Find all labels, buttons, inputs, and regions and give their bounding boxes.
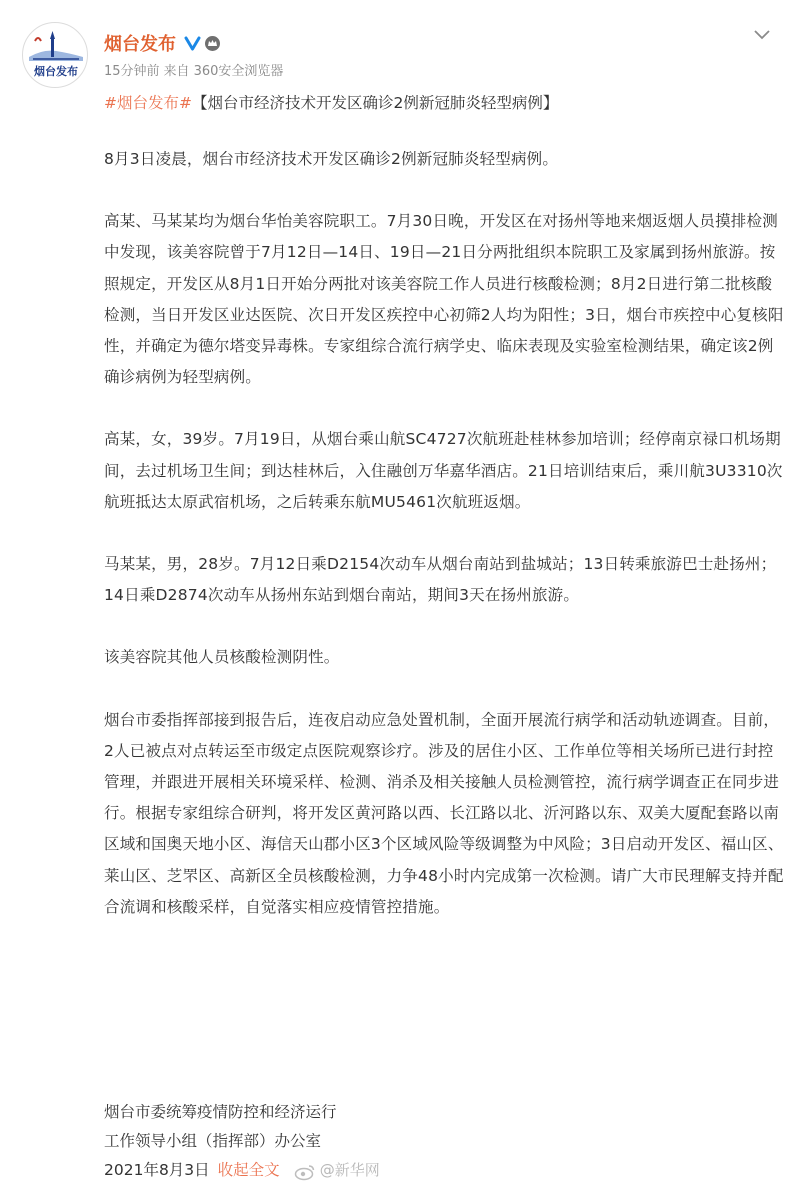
verified-badge-icon <box>184 35 201 52</box>
chevron-down-icon[interactable] <box>750 24 774 44</box>
avatar[interactable] <box>22 22 88 88</box>
post-title-line <box>104 92 784 114</box>
vip-crown-icon <box>204 35 221 52</box>
post-time[interactable]: 15分钟前 <box>104 64 160 79</box>
signature-line-1: 烟台市委统筹疫情防控和经济运行 <box>104 1103 337 1121</box>
avatar-caption: 烟台发布 <box>34 65 78 78</box>
collapse-text-link[interactable]: 收起全文 <box>217 1161 280 1179</box>
watermark-handle: @新华网 <box>319 1161 380 1179</box>
signature-line-2: 工作领导小组（指挥部）办公室 <box>104 1132 322 1150</box>
paragraph: 高某、马某某均为烟台华怡美容院职工。7月30日晚，开发区在对扬州等地来烟返烟人员摸排检测中发现，该美容院曾于7月12日—14日、19日—21日分两批组织本院职工及家属到扬州旅游。按照规定，开发区从8月1日开始分两批对该美容院工作人员进行核酸检测；8月2日进行第二批核酸检测，当日开发区业达医院、次日开发区疾控中心初筛2人均为阳性；3日，烟台市疾控中心复核阳性，并确定为德尔塔变异毒株。专家组综合流行病学史、临床表现及实验室检测结果，确定该2例确诊病例为轻型病例。 <box>104 212 784 387</box>
date-row <box>104 1156 784 1185</box>
post-title: 【烟台市经济技术开发区确诊2例新冠肺炎轻型病例】 <box>191 94 559 112</box>
paragraph: 该美容院其他人员核酸检测阴性。 <box>104 648 340 667</box>
paragraph: 高某，女，39岁。7月19日，从烟台乘山航SC4727次航班赴桂林参加培训；经停南京禄口机场期间，去过机场卫生间；到达桂林后，入住融创万华嘉华酒店。21日培训结束后，乘川航3U3310次航班抵达太原武宿机场，之后转乘东航MU5461次航班返烟。 <box>104 430 783 511</box>
weibo-logo-icon <box>294 1162 316 1180</box>
name-row <box>104 30 221 56</box>
post-body <box>104 144 784 923</box>
post-meta <box>104 60 287 79</box>
paragraph: 8月3日凌晨，烟台市经济技术开发区确诊2例新冠肺炎轻型病例。 <box>104 150 559 168</box>
source-prefix: 来自 <box>163 64 190 79</box>
paragraph: 马某某，男，28岁。7月12日乘D2154次动车从烟台南站到盐城站；13日转乘旅游巴士赴扬州；14日乘D2874次动车从扬州东站到烟台南站，期间3天在扬州旅游。 <box>104 555 777 605</box>
post-source: 360安全浏览器 <box>193 64 284 79</box>
topic-link[interactable]: #烟台发布# <box>104 94 192 112</box>
account-name[interactable]: 烟台发布 <box>104 34 176 55</box>
post-date: 2021年8月3日 <box>104 1161 210 1179</box>
paragraph: 烟台市委指挥部接到报告后，连夜启动应急处置机制，全面开展流行病学和活动轨迹调查。目前，2人已被点对点转运至市级定点医院观察诊疗。涉及的居住小区、工作单位等相关场所已进行封控管理，并跟进开展相关环境采样、检测、消杀及相关接触人员检测管控，流行病学调查正在同步进行。根据专家组综合研判，将开发区黄河路以西、长江路以北、沂河路以东、双美大厦配套路以南区域和国奥天地小区、海信天山郡小区3个区域风险等级调整为中风险；3日启动开发区、福山区、莱山区、芝罘区、高新区全员核酸检测，力争48小时内完成第一次检测。请广大市民理解支持并配合流调和核酸采样，自觉落实相应疫情管控措施。 <box>104 710 784 916</box>
post-header <box>0 0 800 92</box>
post-signature <box>104 1098 784 1185</box>
